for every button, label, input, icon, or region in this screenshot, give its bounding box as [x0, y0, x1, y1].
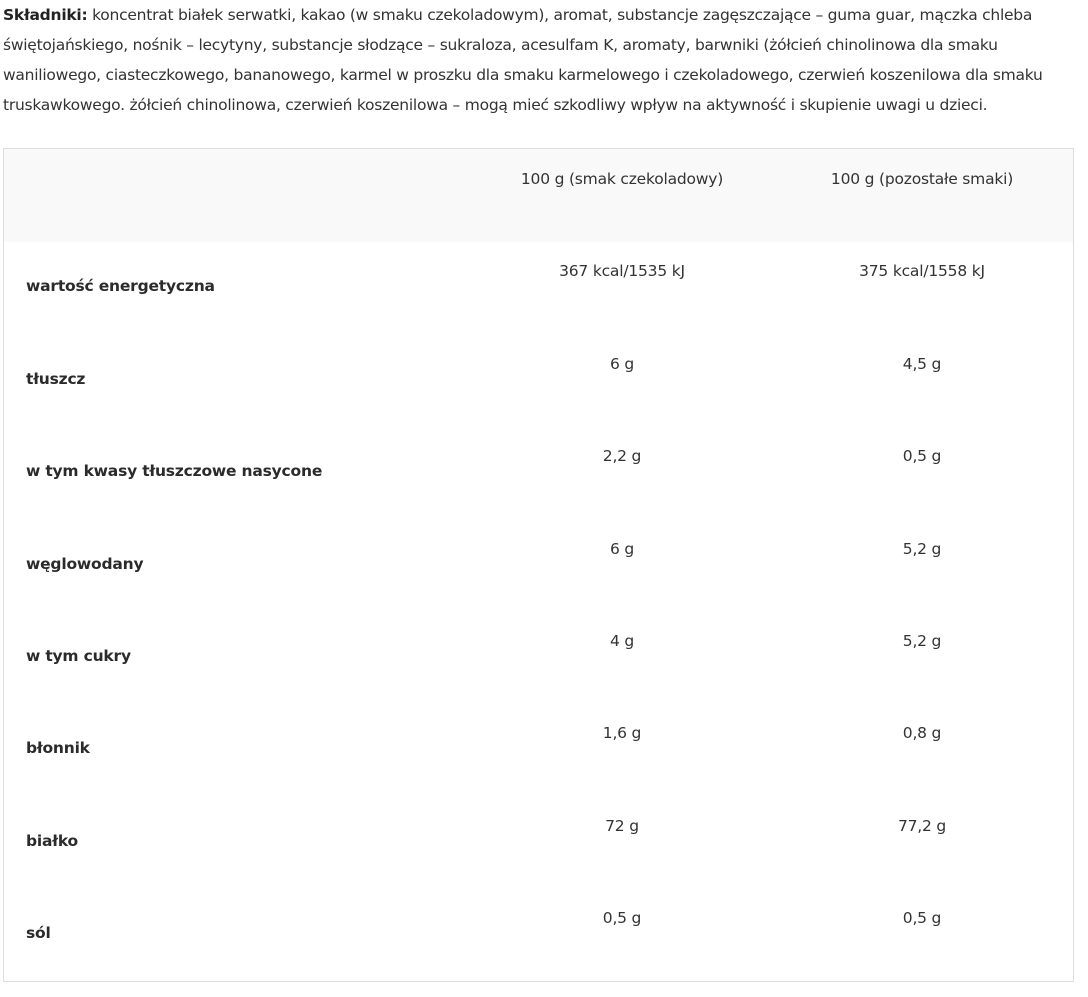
ingredients-paragraph — [3, 0, 1081, 120]
nutrition-table — [3, 148, 1074, 982]
value-chocolate: 1,6 g — [602, 724, 642, 742]
value-chocolate: 4 g — [609, 632, 635, 650]
value-chocolate: 6 g — [609, 540, 635, 558]
row-name-sugars: w tym cukry — [26, 647, 131, 665]
value-other: 0,5 g — [902, 447, 942, 465]
value-chocolate: 367 kcal/1535 kJ — [559, 262, 685, 280]
row-name-salt: sól — [26, 924, 51, 942]
row-name-carbohydrates: węglowodany — [26, 555, 144, 573]
value-chocolate: 2,2 g — [602, 447, 642, 465]
row-name-energy: wartość energetyczna — [26, 277, 215, 295]
row-name-fiber: błonnik — [26, 739, 90, 757]
ingredients-text: koncentrat białek serwatki, kakao (w smaku czekoladowym), aromat, substancje zagęszczające – guma guar, mączka chleba świętojańskiego, nośnik – lecytyny, substancje słodzące – sukraloza, acesulfam K, aromaty, barwniki (żółcień chinolinowa dla smaku waniliowego, ciasteczkowego, bananowego, karmel w proszku dla smaku karmelowego i czekoladowego, czerwień koszenilowa dla smaku truskawkowego. żółcień chinolinowa, czerwień koszenilowa – mogą mieć szkodliwy wpływ na aktywność i skupienie uwagi u dzieci. — [3, 6, 1043, 114]
value-chocolate: 72 g — [605, 817, 639, 835]
row-name-saturated-fat: w tym kwasy tłuszczowe nasycone — [26, 462, 323, 480]
table-header-row — [4, 149, 1073, 242]
value-chocolate: 6 g — [609, 355, 635, 373]
value-other: 375 kcal/1558 kJ — [859, 262, 985, 280]
value-other: 0,5 g — [902, 909, 942, 927]
value-chocolate: 0,5 g — [602, 909, 642, 927]
row-name-fat: tłuszcz — [26, 370, 86, 388]
value-other: 0,8 g — [902, 724, 942, 742]
row-name-protein: białko — [26, 832, 78, 850]
value-other: 5,2 g — [902, 632, 942, 650]
header-chocolate-flavor: 100 g (smak czekoladowy) — [520, 170, 724, 188]
value-other: 77,2 g — [897, 817, 947, 835]
header-other-flavors: 100 g (pozostałe smaki) — [830, 170, 1014, 188]
value-other: 5,2 g — [902, 540, 942, 558]
value-other: 4,5 g — [902, 355, 942, 373]
ingredients-label: Składniki: — [3, 6, 88, 24]
